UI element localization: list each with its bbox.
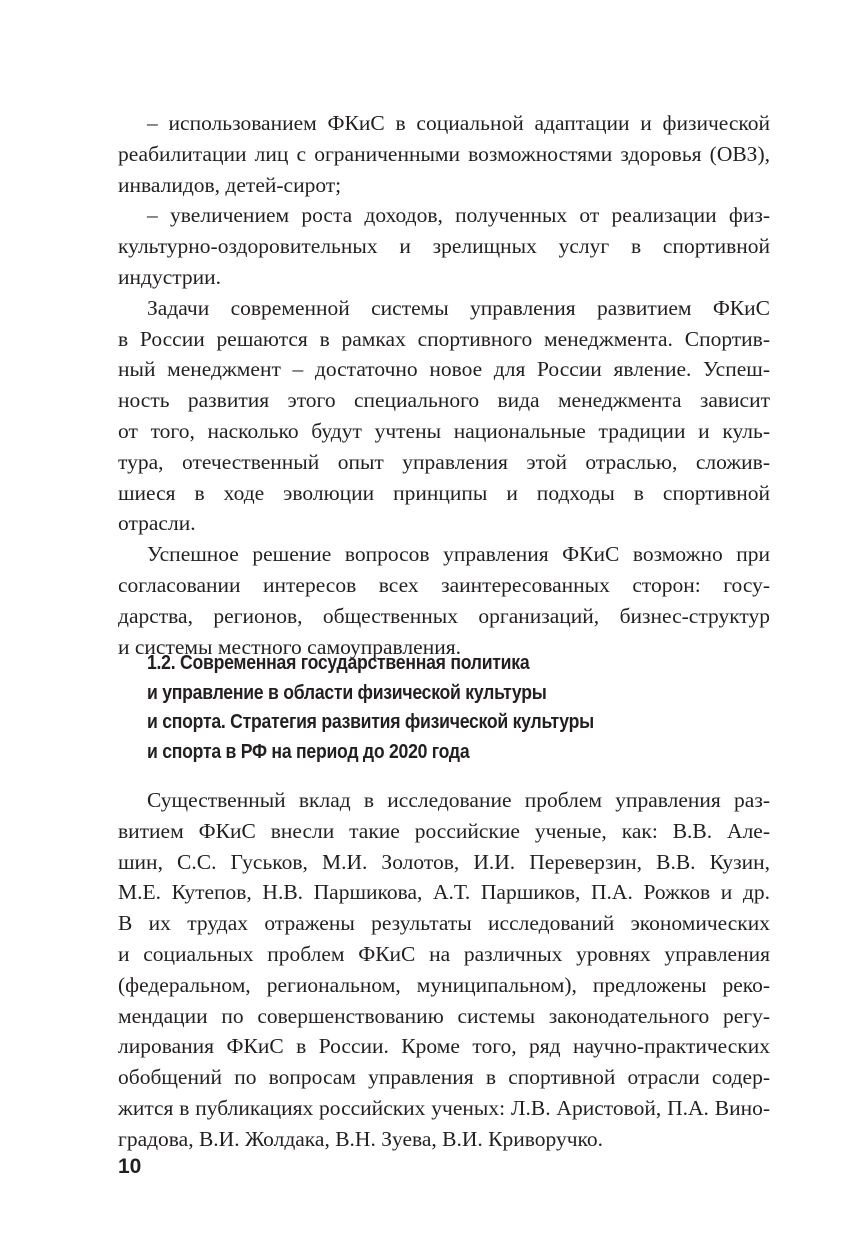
text-line: – увеличением роста доходов, полученных от реализации физ- xyxy=(147,203,770,228)
text-line: дарства, регионов, общественных организаций, бизнес-структур xyxy=(118,603,770,628)
text-line: В их трудах отражены результаты исследований экономических xyxy=(118,911,770,936)
text-line: обобщений по вопросам управления в спортивной отрасли содер- xyxy=(118,1065,770,1090)
heading-line: и спорта. Стратегия развития физической культуры xyxy=(147,710,594,733)
section-1-text xyxy=(118,108,770,662)
text-line: ность развития этого специального вида менеджмента зависит xyxy=(118,388,770,413)
heading-line: и спорта в РФ на период до 2020 года xyxy=(147,739,470,763)
text-line: согласовании интересов всех заинтересованных сторон: госу- xyxy=(118,572,770,597)
text-line: Задачи современной системы управления развитием ФКиС xyxy=(147,295,770,320)
text-line: ный менеджмент – достаточно новое для России явление. Успеш- xyxy=(118,357,770,382)
text-line: шин, С.С. Гуськов, М.И. Золотов, И.И. Переверзин, В.В. Кузин, xyxy=(118,849,770,874)
text-line: лирования ФКиС в России. Кроме того, ряд научно-практических xyxy=(118,1034,770,1059)
paragraph xyxy=(118,539,770,662)
text-line: индустрии. xyxy=(118,264,222,289)
text-line: – использованием ФКиС в социальной адаптации и физической xyxy=(147,111,770,135)
text-line: культурно-оздоровительных и зрелищных услуг в спортивной xyxy=(118,234,770,259)
section-heading xyxy=(147,648,787,766)
text-line: градова, В.И. Жолдака, В.Н. Зуева, В.И. Криворучко. xyxy=(118,1126,603,1151)
text-line: и системы местного самоуправления. xyxy=(118,634,461,659)
section-2-text xyxy=(118,785,770,1155)
text-line: мендации по совершенствованию системы законодательного регу- xyxy=(118,1003,770,1028)
text-line: и социальных проблем ФКиС на различных уровнях управления xyxy=(118,941,770,966)
text-line: шиеся в ходе эволюции принципы и подходы в спортивной xyxy=(118,480,770,505)
text-line: (федеральном, региональном, муниципальном), предложены реко- xyxy=(118,972,770,997)
text-line: жится в публикациях российских ученых: Л.В. Аристовой, П.А. Вино- xyxy=(118,1095,770,1120)
paragraph xyxy=(118,200,770,292)
text-line: витием ФКиС внесли такие российские ученые, как: В.В. Але- xyxy=(118,818,770,843)
heading-line: и управление в области физической культуры xyxy=(147,680,547,704)
paragraph xyxy=(118,785,770,1155)
text-line: реабилитации лиц с ограниченными возможностями здоровья (ОВЗ), xyxy=(118,141,770,166)
text-line: тура, отечественный опыт управления этой отраслью, сложив- xyxy=(118,449,770,474)
text-line: от того, насколько будут учтены национальные традиции и куль- xyxy=(118,418,770,443)
text-line: отрасли. xyxy=(118,511,196,536)
paragraph xyxy=(118,108,770,200)
text-line: инвалидов, детей-сирот; xyxy=(118,172,342,197)
page-number: 10 xyxy=(118,1155,142,1178)
text-line: Существенный вклад в исследование проблем управления раз- xyxy=(147,788,770,812)
paragraph xyxy=(118,293,770,539)
heading-line: 1.2. Современная государственная политика xyxy=(147,651,530,674)
text-line: в России решаются в рамках спортивного менеджмента. Спортив- xyxy=(118,326,770,351)
text-line: М.Е. Кутепов, Н.В. Паршикова, А.Т. Паршиков, П.А. Рожков и др. xyxy=(118,880,770,905)
text-line: Успешное решение вопросов управления ФКиС возможно при xyxy=(147,542,770,567)
